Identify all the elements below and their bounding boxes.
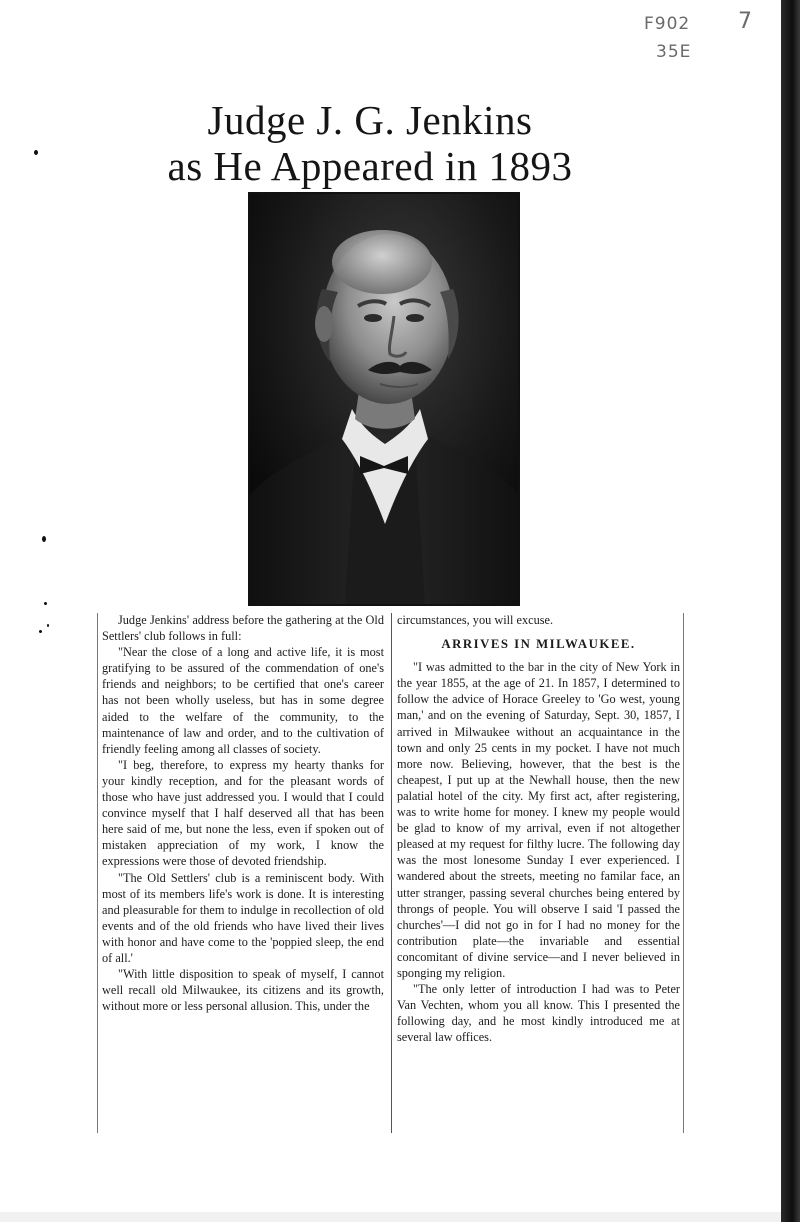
column-divider-rule [391,613,392,1133]
scan-speck [47,624,49,627]
scan-speck [44,602,47,605]
portrait-photo [248,192,520,606]
article-continuation: circumstances, you will excuse. [397,613,554,627]
column-left-rule [97,613,98,1133]
article-paragraph: "The Old Settlers' club is a reminiscent body. With most of its members life's work is done. It is interesting and pleasurable for them to indulge in recollection of old events and of the old friends who have lived their lives with honor and have come to the 'poppied sleep, the end of all.' [102,870,384,965]
scan-speck [34,150,38,155]
scan-speck [39,630,42,633]
scan-speck [42,536,46,542]
headline-line2: as He Appeared in 1893 [167,143,573,189]
article-paragraph: "With little disposition to speak of myself, I cannot well recall old Milwaukee, its citizens and its growth, without more or less personal allusion. This, under the [102,967,384,1014]
archive-code-line2: 35E [656,42,692,62]
article-column-left [102,612,384,1014]
archive-page-number: 7 [738,9,752,34]
scan-bottom-edge [0,1212,781,1222]
archive-annotation [644,9,754,84]
archive-code-line1: F902 [644,14,691,34]
article-paragraph: "The only letter of introduction I had was to Peter Van Vechten, whom you all know. This I presented the following day, and he most kindly introduced me at several law offices. [397,982,680,1045]
article-paragraph: Judge Jenkins' address before the gathering at the Old Settlers' club follows in full: [102,613,384,644]
headline-line1: Judge J. G. Jenkins [207,97,533,143]
article-paragraph: "Near the close of a long and active life, it is most gratifying to be assured of the commendation of one's friends and neighbors; to be certified that one's career has not been wholly useless, but has in some degree aided to the welfare of the community, to the maintenance of law and order, and to the cultivation of friendly feeling among all classes of society. [102,645,384,756]
article-paragraph: "I was admitted to the bar in the city of New York in the year 1855, at the age of 21. In 1857, I determined to follow the advice of Horace Greeley to 'Go west, young man,' and on the evening of Saturday, Sept. 30, 1857, I arrived in Milwaukee without an acquaintance in the town and only 25 cents in my pocket. I have not much more now. Believing, however, that the best is the cheapest, I put up at the Newhall house, then the new palatial hotel of the city. My first act, after registering, was to write home for money. I knew my people would be glad to know of my arrival, even if not altogether pleased at my request for filthy lucre. The following day was the most lonesome Sunday I ever experienced. I wandered about the streets, meeting no familar face, an utter stranger, passing several churches being entered by throngs of people. You will observe I said 'I passed the churches'—I did not go in for I had no money for the contribution plate—the invariable and essential concomitant of divine service—and I never believed in sponging my religion. [397,660,680,980]
portrait-illustration [250,194,518,604]
column-right-rule [683,613,684,1133]
article-subheading: ARRIVES IN MILWAUKEE. [441,637,636,652]
film-edge-strip [781,0,800,1222]
article-column-right [397,612,680,1045]
article-paragraph: "I beg, therefore, to express my hearty thanks for your kindly reception, and for the pleasant words of those who have just addressed you. I would that I could convince myself that I half deserved all that has been here said of me, but none the less, even if spoken out of mistaken appreciation of my work, I know the expressions were those of devoted friendship. [102,757,384,869]
